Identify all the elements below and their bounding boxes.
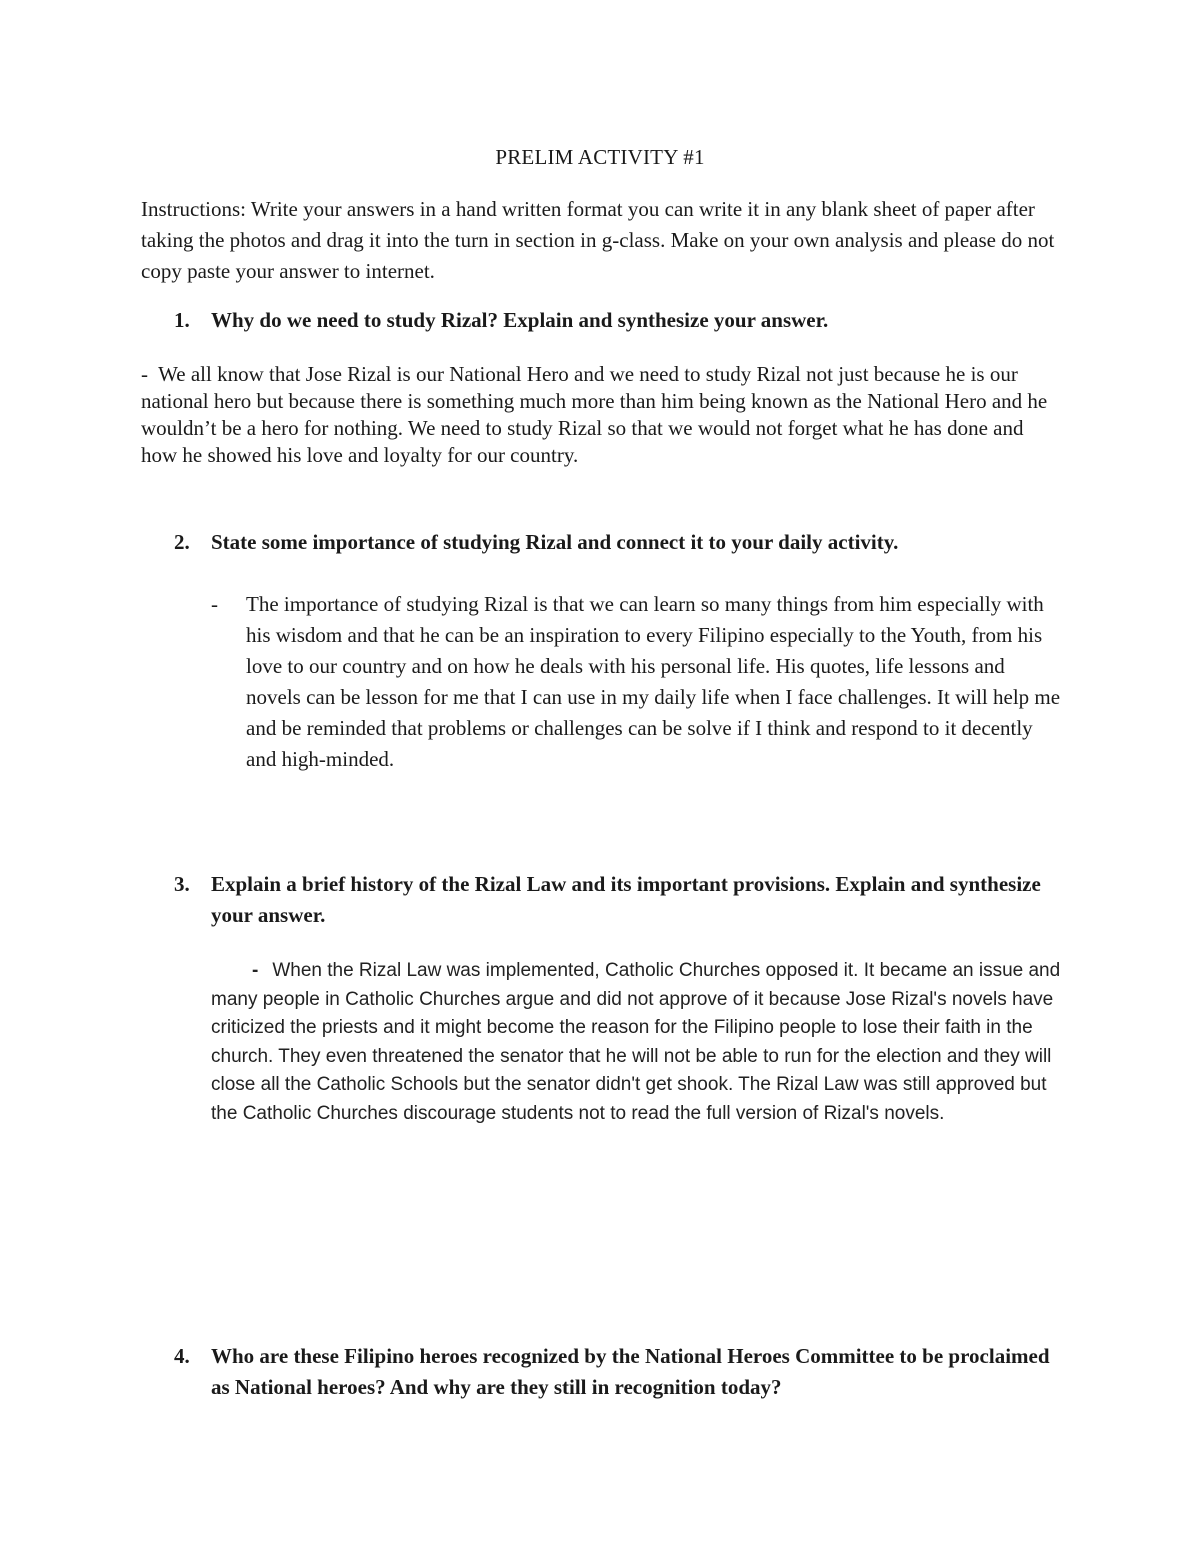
answer-text: When the Rizal Law was implemented, Catholic Churches opposed it. It became an issue and many people in Catholic Churches argue and did not approve of it because Jose Rizal's novels have criticized the priests and it might become the reason for the Filipino people to lose their faith in the church. They even threatened the senator that he will not be able to run for the election and they will close all the Catholic Schools but the senator didn't get shook. The Rizal Law was still approved but the Catholic Churches discourage students not to read the full version of Rizal's novels. [211, 960, 1061, 1124]
document-title: PRELIM ACTIVITY #1 [495, 145, 705, 169]
answer-2 [211, 589, 1061, 775]
question-1 [174, 305, 1064, 336]
answer-1 [141, 361, 1061, 469]
question-number: 4. [174, 1344, 190, 1368]
question-text: Why do we need to study Rizal? Explain and synthesize your answer. [211, 308, 829, 332]
answer-dash: - [252, 960, 259, 981]
question-4 [174, 1341, 1064, 1403]
answer-dash: - [141, 362, 148, 386]
instructions-text: Instructions: Write your answers in a hand written format you can write it in any blank sheet of paper after taking the photos and drag it into the turn in section in g-class. Make on your own analysis and please do not copy paste your answer to internet. [141, 197, 1055, 283]
question-number: 3. [174, 872, 190, 896]
question-number: 1. [174, 308, 190, 332]
answer-text: The importance of studying Rizal is that we can learn so many things from him especially with his wisdom and that he can be an inspiration to every Filipino especially to the Youth, from his love to our country and on how he deals with his personal life. His quotes, life lessons and novels can be lesson for me that I can use in my daily life when I face challenges. It will help me and be reminded that problems or challenges can be solve if I think and respond to it decently and high-minded. [246, 592, 1061, 771]
question-3 [174, 869, 1064, 931]
answer-dash: - [211, 592, 218, 616]
answer-3 [211, 957, 1061, 1128]
question-2 [174, 527, 1064, 558]
question-number: 2. [174, 530, 190, 554]
question-text: Who are these Filipino heroes recognized by the National Heroes Committee to be proclaimed as National heroes? And why are they still in recognition today? [211, 1344, 1050, 1399]
question-text: State some importance of studying Rizal and connect it to your daily activity. [211, 530, 899, 554]
question-text: Explain a brief history of the Rizal Law and its important provisions. Explain and synthesize your answer. [211, 872, 1041, 927]
answer-text: We all know that Jose Rizal is our National Hero and we need to study Rizal not just because he is our national hero but because there is something much more than him being known as the National Hero and he wouldn’t be a hero for nothing. We need to study Rizal so that we would not forget what he has done and how he showed his love and loyalty for our country. [141, 362, 1048, 467]
